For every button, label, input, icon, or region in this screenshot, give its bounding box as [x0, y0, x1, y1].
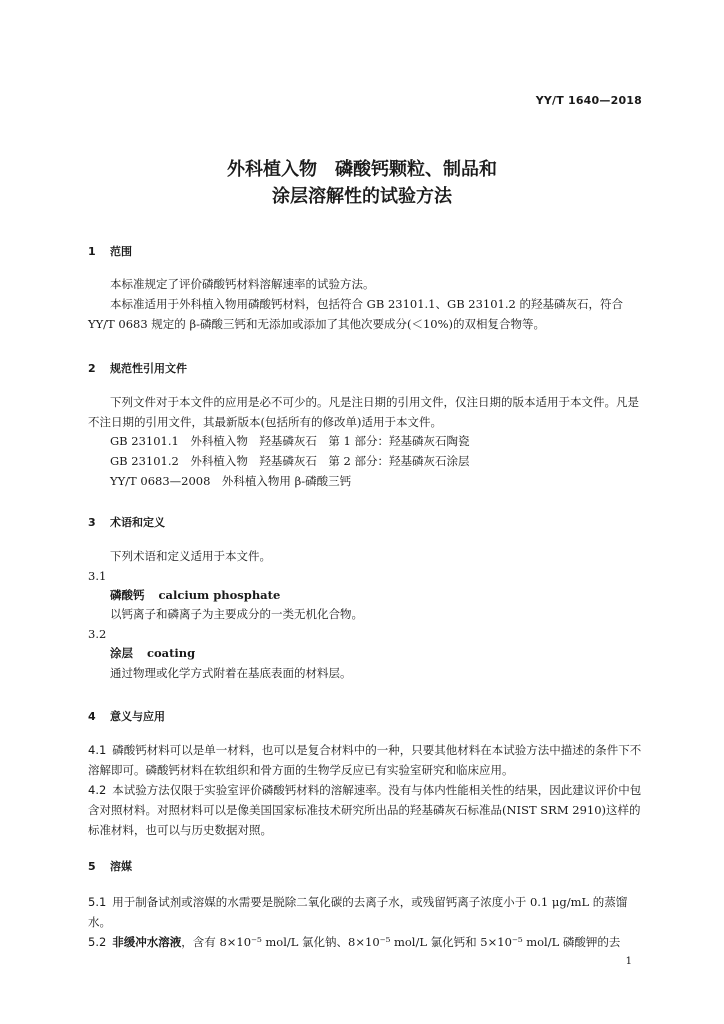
references-intro: 下列文件对于本文件的应用是必不可少的。凡是注日期的引用文件，仅注日期的版本适用于本文件。凡是不注日期的引用文件，其最新版本(包括所有的修改单)适用于本文件。 [88, 395, 639, 429]
term-definition: 通过物理或化学方式附着在基底表面的材料层。 [110, 666, 352, 680]
clause-term: 非缓冲水溶液 [112, 935, 182, 949]
standard-code: YY/T 1640—2018 [535, 94, 642, 107]
clause-text: ，含有 8×10⁻⁵ mol/L 氯化钠、8×10⁻⁵ mol/L 氯化钙和 5×10⁻⁵ mol/L 磷酸钾的去 [181, 935, 621, 949]
clause-number: 5.1 [88, 895, 107, 909]
section-number: 1 [88, 245, 96, 258]
section-number: 2 [88, 362, 96, 375]
section-title: 范围 [110, 245, 132, 258]
clause-5-1 [88, 892, 648, 932]
term-entry [110, 587, 280, 603]
section-title: 意义与应用 [110, 710, 165, 723]
term-number: 3.1 [88, 569, 107, 583]
section-number: 4 [88, 710, 96, 723]
section-heading-significance [88, 708, 165, 724]
page-number: 1 [625, 956, 632, 967]
reference-item: YY/T 0683—2008 外科植入物用 β-磷酸三钙 [110, 474, 352, 488]
section-number: 5 [88, 860, 96, 873]
section-title: 规范性引用文件 [110, 362, 187, 375]
term-english: coating [147, 646, 196, 660]
section-title: 溶媒 [110, 860, 132, 873]
document-title [0, 156, 724, 210]
section-heading-solvent [88, 858, 132, 874]
term-number: 3.2 [88, 627, 107, 641]
section-heading-terms [88, 514, 165, 530]
clause-number: 4.1 [88, 743, 107, 757]
term-definition: 以钙离子和磷离子为主要成分的一类无机化合物。 [110, 607, 363, 621]
term-english: calcium phosphate [158, 588, 281, 602]
clause-5-2 [88, 932, 648, 952]
section-number: 3 [88, 516, 96, 529]
clause-4-2 [88, 780, 648, 840]
clause-text: 用于制备试剂或溶媒的水需要是脱除二氧化碳的去离子水，或残留钙离子浓度小于 0.1 μg/mL 的蒸馏水。 [88, 895, 628, 929]
clause-number: 4.2 [88, 783, 107, 797]
section-heading-scope [88, 243, 132, 259]
clause-4-1 [88, 740, 648, 780]
term-chinese: 磷酸钙 [110, 588, 145, 602]
title-line-1: 外科植入物 磷酸钙颗粒、制品和 [227, 159, 497, 180]
clause-number: 5.2 [88, 935, 107, 949]
section-title: 术语和定义 [110, 516, 165, 529]
reference-item: GB 23101.2 外科植入物 羟基磷灰石 第 2 部分：羟基磷灰石涂层 [110, 454, 470, 468]
term-entry [110, 645, 195, 661]
scope-paragraph-2: 本标准适用于外科植入物用磷酸钙材料，包括符合 GB 23101.1、GB 23101.2 的羟基磷灰石，符合YY/T 0683 规定的 β-磷酸三钙和无添加或添加了其他次要成分(＜10%)的双相复合物等。 [88, 297, 624, 331]
term-chinese: 涂层 [110, 646, 133, 660]
clause-text: 磷酸钙材料可以是单一材料，也可以是复合材料中的一种，只要其他材料在本试验方法中描述的条件下不溶解即可。磷酸钙材料在软组织和骨方面的生物学反应已有实验室研究和临床应用。 [88, 743, 642, 777]
reference-item: GB 23101.1 外科植入物 羟基磷灰石 第 1 部分：羟基磷灰石陶瓷 [110, 434, 470, 448]
terms-intro: 下列术语和定义适用于本文件。 [110, 549, 271, 563]
scope-paragraph-1: 本标准规定了评价磷酸钙材料溶解速率的试验方法。 [110, 277, 375, 291]
section-heading-normative-references [88, 360, 187, 376]
clause-text: 本试验方法仅限于实验室评价磷酸钙材料的溶解速率。没有与体内性能相关性的结果，因此建议评价中包含对照材料。对照材料可以是像美国国家标准技术研究所出品的羟基磷灰石标准品(NIST SRM 2910)这样的标准材料，也可以与历史数据对照。 [88, 783, 642, 837]
title-line-2: 涂层溶解性的试验方法 [272, 186, 452, 207]
